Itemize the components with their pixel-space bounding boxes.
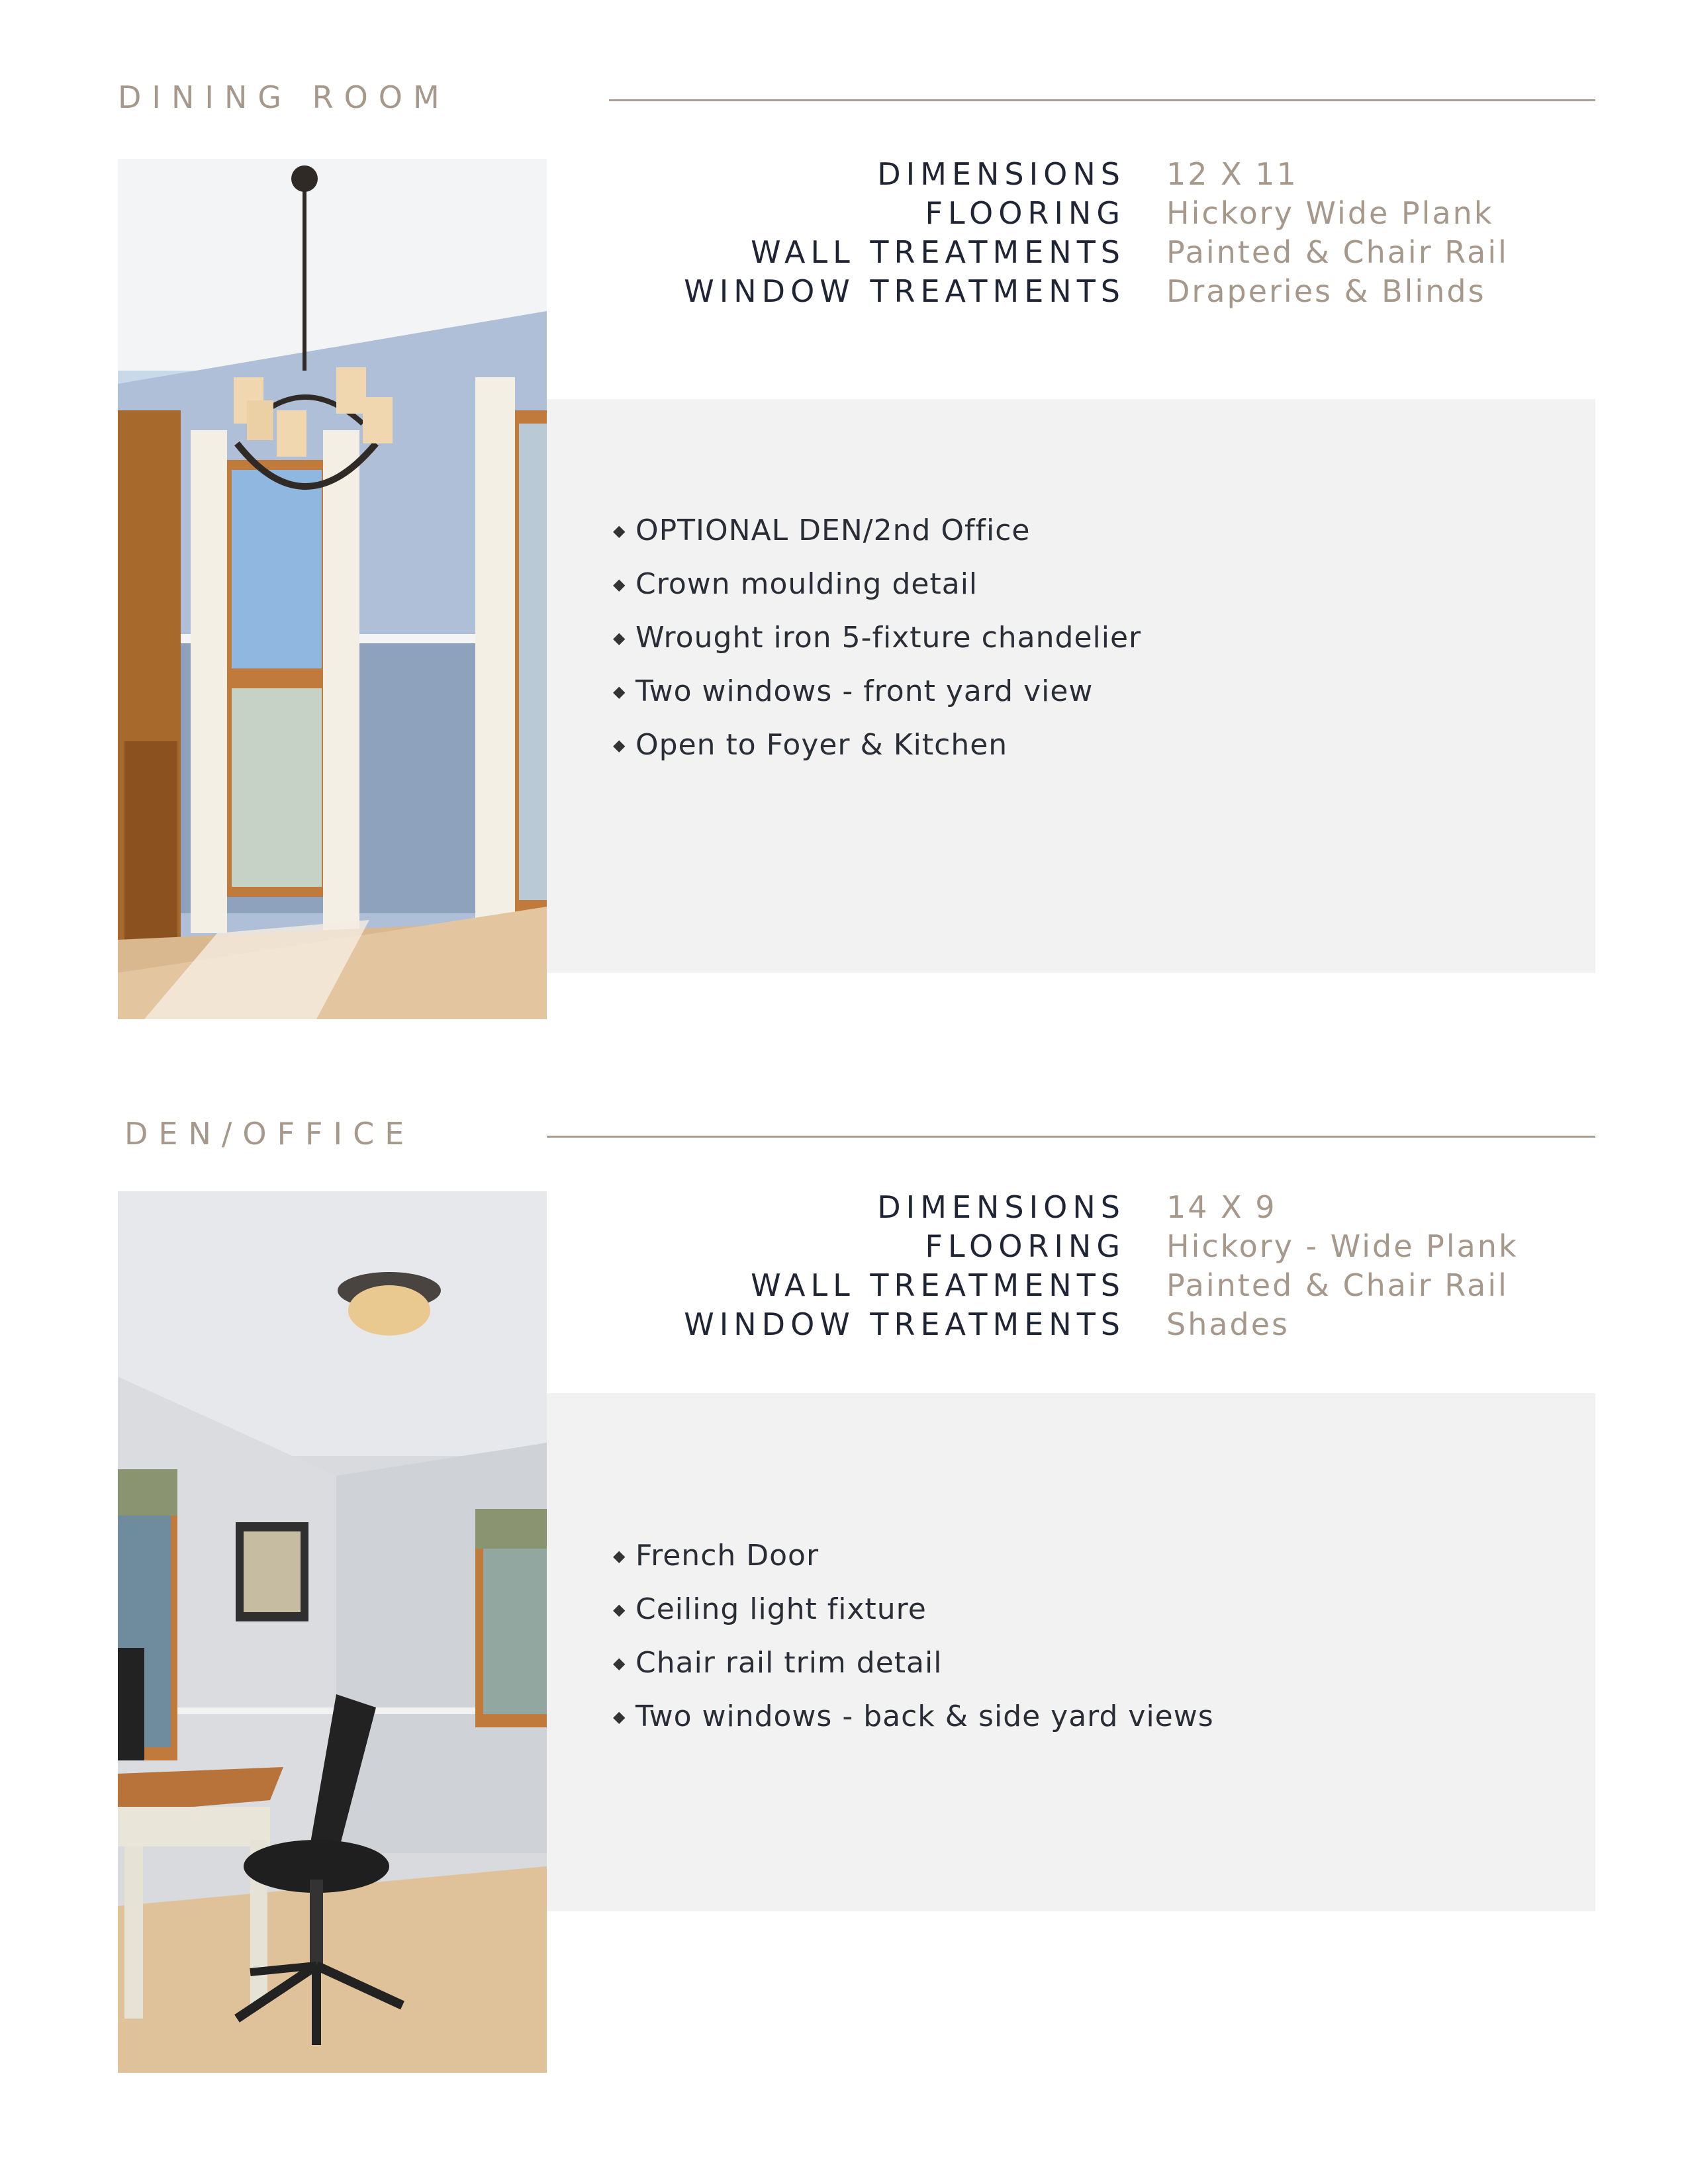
bullet-icon: ◆ — [613, 735, 626, 754]
spec-label: FLOORING — [925, 1228, 1125, 1264]
bullet-icon: ◆ — [613, 574, 626, 594]
list-item — [613, 1690, 1214, 1743]
bullet-icon: ◆ — [613, 1600, 626, 1619]
feature-text: Chair rail trim detail — [635, 1646, 943, 1680]
feature-text: Wrought iron 5-fixture chandelier — [635, 621, 1142, 655]
spec-row-dimensions — [549, 1187, 1519, 1226]
den-office-specs — [549, 1187, 1519, 1343]
bullet-icon: ◆ — [613, 628, 626, 647]
spec-value: Painted & Chair Rail — [1166, 1267, 1509, 1303]
spec-value: 14 X 9 — [1166, 1189, 1277, 1225]
spec-value: Shades — [1166, 1306, 1290, 1342]
spec-row-window-treatments — [549, 1304, 1519, 1343]
den-office-features-panel — [547, 1393, 1595, 1911]
section-title-den-office: DEN/OFFICE — [124, 1116, 415, 1152]
spec-value: Hickory - Wide Plank — [1166, 1228, 1519, 1264]
feature-list — [613, 1529, 1214, 1743]
feature-text: OPTIONAL DEN/2nd Office — [635, 514, 1031, 547]
spec-label: WINDOW TREATMENTS — [684, 273, 1125, 309]
section-divider — [547, 1136, 1595, 1138]
list-item — [613, 504, 1141, 557]
list-item — [613, 1582, 1214, 1636]
feature-text: Ceiling light fixture — [635, 1592, 927, 1626]
bullet-icon: ◆ — [613, 1546, 626, 1565]
spec-label: DIMENSIONS — [877, 156, 1125, 192]
bullet-icon: ◆ — [613, 1707, 626, 1726]
list-item — [613, 611, 1141, 664]
den-office-photo — [118, 1191, 547, 2073]
dining-room-features-panel — [547, 399, 1595, 973]
bullet-icon: ◆ — [613, 521, 626, 540]
spec-row-window-treatments — [549, 271, 1509, 310]
list-item — [613, 1529, 1214, 1582]
feature-text: Crown moulding detail — [635, 567, 978, 601]
feature-list — [613, 504, 1141, 772]
dining-room-specs — [549, 154, 1509, 310]
spec-row-wall-treatments — [549, 1265, 1519, 1304]
spec-row-flooring — [549, 193, 1509, 232]
spec-label: DIMENSIONS — [877, 1189, 1125, 1225]
list-item — [613, 718, 1141, 772]
feature-text: Two windows - back & side yard views — [635, 1700, 1214, 1733]
section-divider — [609, 99, 1595, 101]
spec-label: WINDOW TREATMENTS — [684, 1306, 1125, 1342]
list-item — [613, 1636, 1214, 1690]
spec-value: 12 X 11 — [1166, 156, 1298, 192]
spec-value: Draperies & Blinds — [1166, 273, 1486, 309]
bullet-icon: ◆ — [613, 682, 626, 701]
section-title-dining-room: DINING ROOM — [118, 79, 450, 115]
dining-room-photo — [118, 159, 547, 1019]
spec-row-wall-treatments — [549, 232, 1509, 271]
bullet-icon: ◆ — [613, 1653, 626, 1672]
spec-value: Painted & Chair Rail — [1166, 234, 1509, 270]
list-item — [613, 664, 1141, 718]
feature-text: Two windows - front yard view — [635, 674, 1094, 708]
spec-label: WALL TREATMENTS — [751, 234, 1125, 270]
feature-text: Open to Foyer & Kitchen — [635, 728, 1008, 762]
spec-row-dimensions — [549, 154, 1509, 193]
spec-value: Hickory Wide Plank — [1166, 195, 1494, 231]
list-item — [613, 557, 1141, 611]
spec-label: WALL TREATMENTS — [751, 1267, 1125, 1303]
spec-label: FLOORING — [925, 195, 1125, 231]
spec-row-flooring — [549, 1226, 1519, 1265]
feature-text: French Door — [635, 1539, 820, 1572]
